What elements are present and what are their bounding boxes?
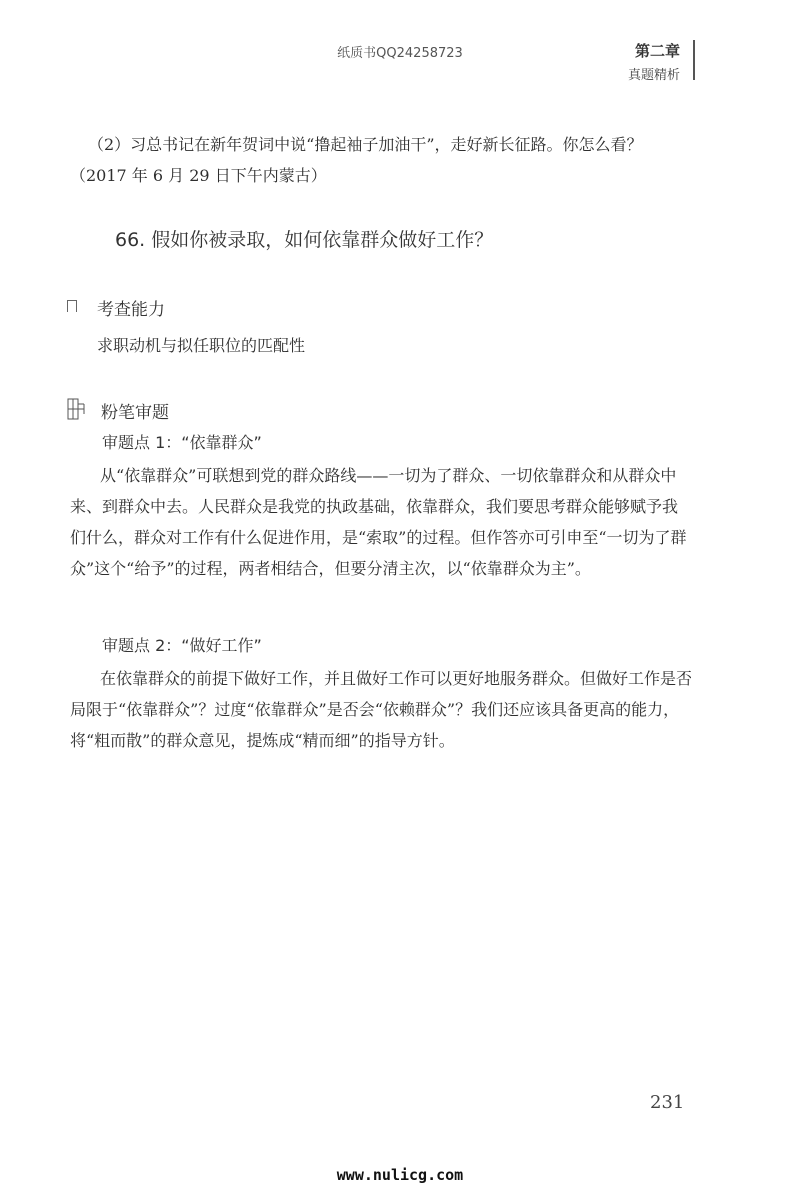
previous-question-text: （2）习总书记在新年贺词中说“撸起袖子加油干”，走好新长征路。你怎么看？ [88, 135, 643, 154]
bracket-icon [67, 300, 77, 312]
section-ability-heading: 考查能力 [97, 300, 165, 320]
section-ability-body: 求职动机与拟任职位的匹配性 [97, 336, 306, 355]
chapter-subtitle: 真题精析 [627, 68, 680, 83]
footer-site-url: www.nulicg.com [336, 1166, 464, 1184]
section-analysis-heading: 粉笔审题 [101, 403, 169, 423]
analysis-point-2-heading: 审题点 2：“做好工作” [102, 636, 262, 655]
chapter-title: 第二章 [634, 42, 680, 60]
question-title: 66. 假如你被录取，如何依靠群众做好工作？ [115, 229, 494, 251]
analysis-point-1-body: 从“依靠群众”可联想到党的群众路线——一切为了群众、一切依靠群众和从群众中来、到群众中去。人民群众是我党的执政基础，依靠群众，我们要思考群众能够赋予我们什么，群众对工作有什么促进作用，是“索取”的过程。但作答亦可引申至“一切为了群众”这个“给予”的过程，两者相结合，但要分清主次，以“依靠群众为主”。 [70, 466, 687, 578]
analysis-point-1-heading: 审题点 1：“依靠群众” [102, 433, 262, 452]
header-watermark: 纸质书QQ24258723 [337, 46, 463, 61]
page-number: 231 [650, 1092, 685, 1113]
previous-question-source: （2017 年 6 月 29 日下午内蒙古） [70, 166, 327, 185]
analysis-point-2-body: 在依靠群众的前提下做好工作，并且做好工作可以更好地服务群众。但做好工作是否局限于“依靠群众”？过度“依靠群众”是否会“依赖群众”？我们还应该具备更高的能力，将“粗而散”的群众意见，提炼成“精而细”的指导方针。 [70, 669, 693, 750]
grid-icon [67, 398, 85, 420]
header-divider [693, 40, 695, 80]
